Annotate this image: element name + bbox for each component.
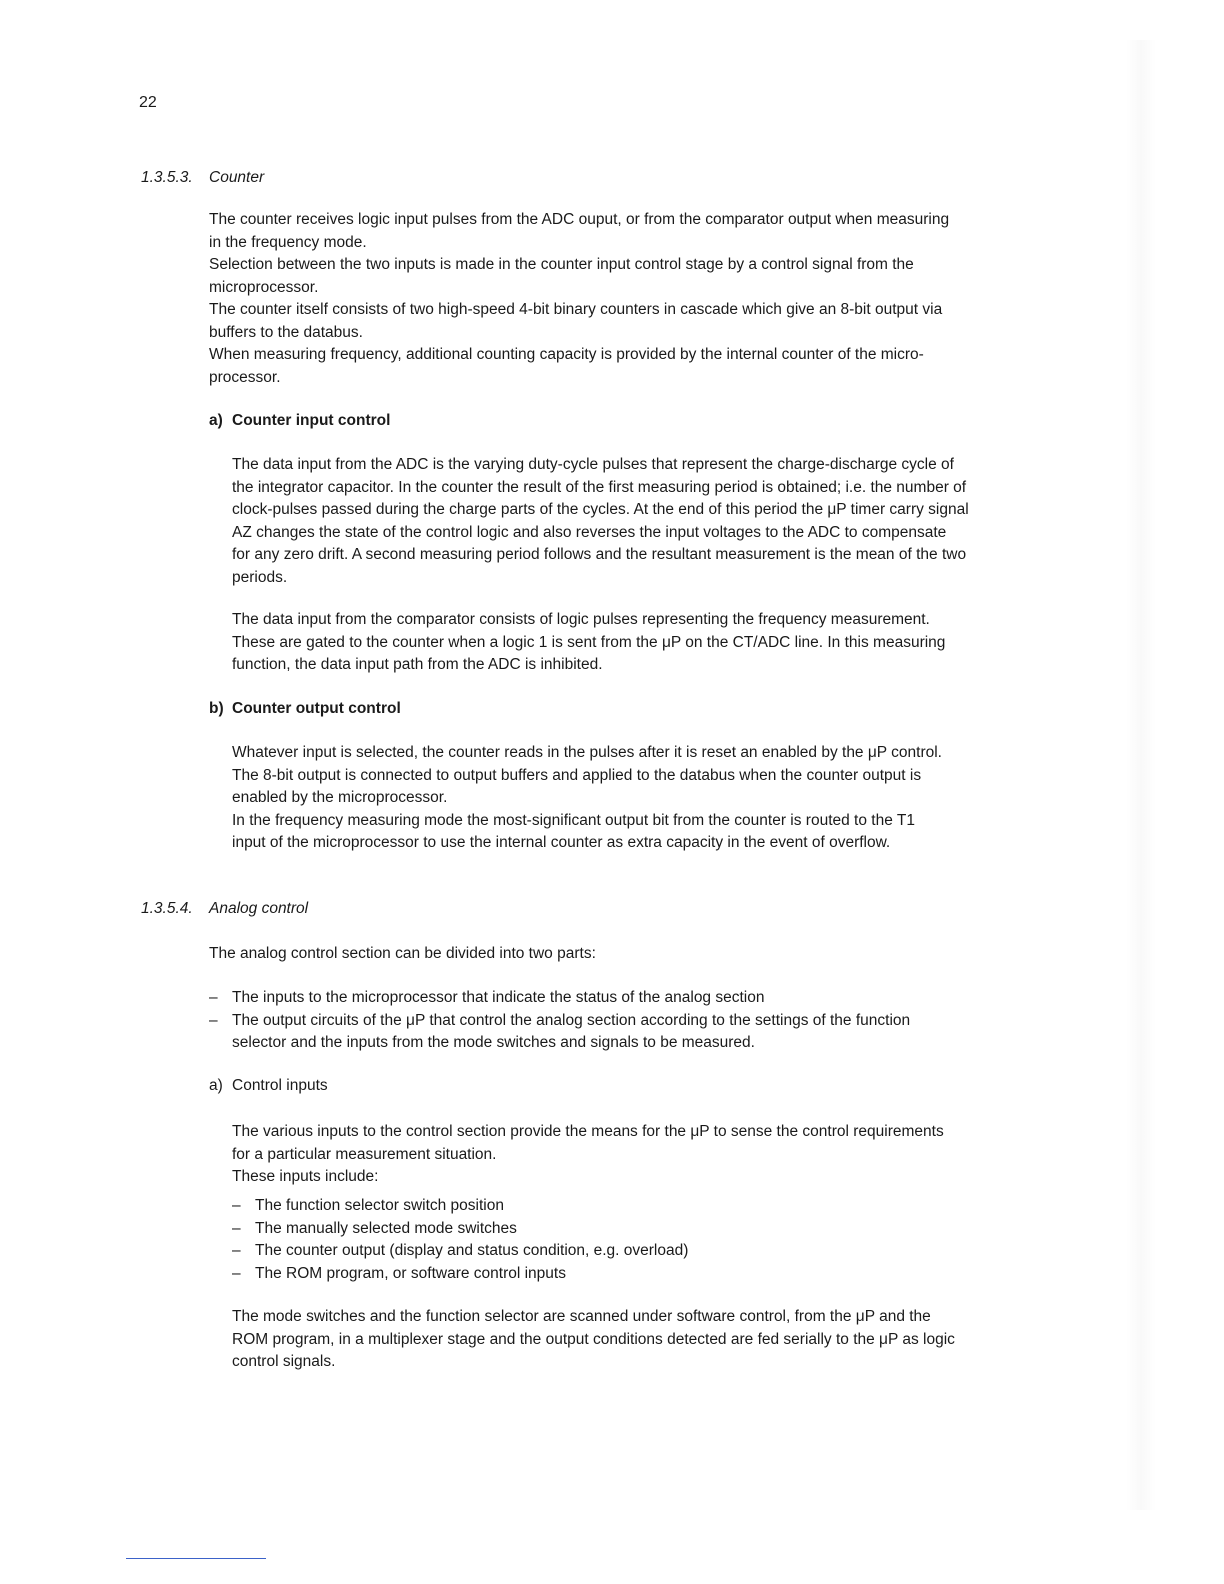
- text-line: The data input from the comparator consists of logic pulses representing the frequency measurement.: [232, 611, 930, 628]
- list-item: [232, 1218, 688, 1241]
- text-line: The analog control section can be divided into two parts:: [209, 945, 596, 962]
- text-line: for a particular measurement situation.: [232, 1145, 497, 1163]
- dash-bullet: –: [232, 1242, 241, 1259]
- list-item: [209, 987, 910, 1010]
- subsection-title: Control inputs: [232, 1077, 328, 1094]
- dash-bullet: –: [232, 1197, 241, 1214]
- list-item-text: The manually selected mode switches: [255, 1219, 517, 1237]
- text-line: The mode switches and the function selector are scanned under software control, from the μP and the: [232, 1308, 931, 1325]
- text-line: Whatever input is selected, the counter reads in the pulses after it is reset an enabled by the μP control.: [232, 744, 942, 761]
- dash-bullet: –: [209, 989, 218, 1006]
- subsection-title: Counter input control: [232, 412, 391, 429]
- text-line: ROM program, in a multiplexer stage and the output conditions detected are fed serially to the μP as logic: [232, 1330, 955, 1348]
- footer-rule: [126, 1558, 266, 1559]
- subsection-heading-counter-output-control: [209, 700, 401, 718]
- text-line: control signals.: [232, 1353, 336, 1370]
- analog-intro: [209, 943, 1079, 966]
- text-line: The counter itself consists of two high-speed 4-bit binary counters in cascade which give an 8-bit output via: [209, 301, 943, 318]
- list-item-text: The counter output (display and status condition, e.g. overload): [255, 1242, 689, 1259]
- list-item: [232, 1240, 688, 1263]
- text-line: The counter receives logic input pulses from the ADC ouput, or from the comparator output when measuring: [209, 211, 950, 228]
- dash-bullet: –: [209, 1011, 218, 1029]
- list-item-text: The ROM program, or software control inputs: [255, 1264, 566, 1282]
- subsection-heading-counter-input-control: [209, 412, 390, 430]
- text-line: the integrator capacitor. In the counter the result of the first measuring period is obtained; i.e. the number of: [232, 478, 967, 496]
- text-line: processor.: [209, 368, 281, 386]
- section-number: 1.3.5.4.: [141, 900, 193, 917]
- scan-edge-shadow: [1126, 40, 1156, 1510]
- text-line: enabled by the microprocessor.: [232, 789, 448, 806]
- text-line: The various inputs to the control section provide the means for the μP to sense the control requirements: [232, 1123, 944, 1140]
- list-item-text-continued: selector and the inputs from the mode switches and signals to be measured.: [232, 1034, 755, 1051]
- list-item: [232, 1195, 688, 1218]
- text-line: AZ changes the state of the control logic and also reverses the input voltages to the ADC to compensate: [232, 523, 947, 541]
- section-title: Counter: [209, 169, 265, 186]
- section-number: 1.3.5.3.: [141, 169, 193, 186]
- text-line: function, the data input path from the ADC is inhibited.: [232, 656, 603, 673]
- text-line: buffers to the databus.: [209, 323, 363, 341]
- counter-input-paragraph-1: [232, 454, 1072, 589]
- text-line: in the frequency mode.: [209, 233, 367, 251]
- list-item: [209, 1010, 910, 1055]
- counter-input-paragraph-2: [232, 609, 1072, 677]
- subsection-label: b): [209, 700, 224, 717]
- text-line: periods.: [232, 568, 288, 586]
- text-line: The data input from the ADC is the varying duty-cycle pulses that represent the charge-discharge cycle of: [232, 456, 954, 473]
- analog-parts-list: [209, 987, 910, 1055]
- subsection-title: Counter output control: [232, 700, 401, 717]
- control-inputs-paragraph-1: [232, 1121, 1072, 1189]
- list-item: [232, 1263, 688, 1286]
- subsection-heading-control-inputs: [209, 1077, 328, 1095]
- text-line: In the frequency measuring mode the most-significant output bit from the counter is routed to the T1: [232, 811, 915, 829]
- text-line: The 8-bit output is connected to output buffers and applied to the databus when the counter output is: [232, 766, 922, 784]
- page-number: 22: [139, 94, 157, 111]
- text-line: microprocessor.: [209, 278, 319, 296]
- text-line: These inputs include:: [232, 1168, 379, 1185]
- control-inputs-paragraph-2: [232, 1306, 1072, 1374]
- counter-intro-paragraph: [209, 209, 1079, 389]
- subsection-label: a): [209, 1077, 223, 1094]
- subsection-label: a): [209, 412, 223, 429]
- list-item-text: The output circuits of the μP that control the analog section according to the settings of the function: [232, 1011, 911, 1029]
- dash-bullet: –: [232, 1219, 241, 1237]
- text-line: Selection between the two inputs is made in the counter input control stage by a control signal from the: [209, 256, 914, 273]
- text-line: clock-pulses passed during the charge parts of the cycles. At the end of this period the μP timer carry signal: [232, 501, 969, 518]
- text-line: input of the microprocessor to use the internal counter as extra capacity in the event of overflow.: [232, 834, 891, 851]
- dash-bullet: –: [232, 1264, 241, 1282]
- section-title: Analog control: [209, 900, 309, 917]
- list-item-text: The function selector switch position: [255, 1197, 504, 1214]
- control-inputs-list: [232, 1195, 688, 1285]
- text-line: for any zero drift. A second measuring period follows and the resultant measurement is the mean of the two: [232, 546, 967, 563]
- counter-output-paragraph: [232, 742, 1072, 855]
- list-item-text: The inputs to the microprocessor that indicate the status of the analog section: [232, 989, 765, 1006]
- text-line: These are gated to the counter when a logic 1 is sent from the μP on the CT/ADC line. In this measuring: [232, 633, 946, 651]
- text-line: When measuring frequency, additional counting capacity is provided by the internal counter of the micro-: [209, 346, 924, 363]
